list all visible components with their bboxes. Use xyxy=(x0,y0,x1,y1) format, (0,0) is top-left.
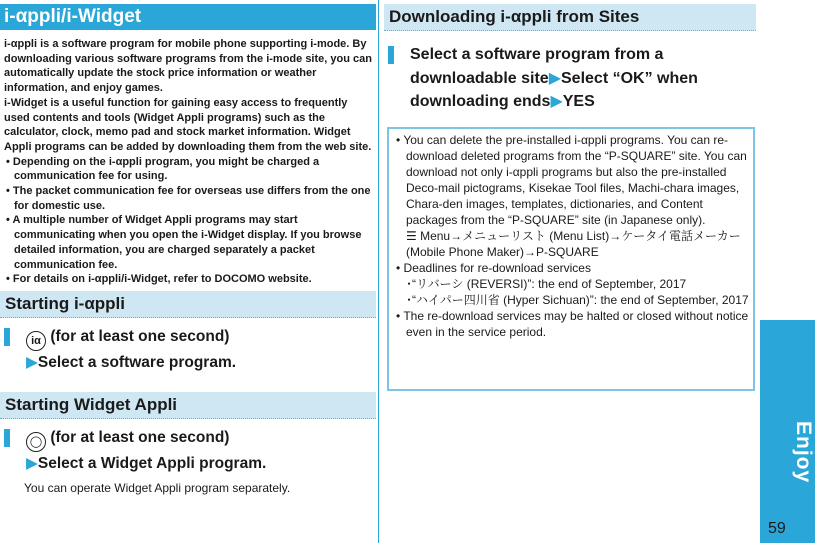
chapter-tab-label: Enjoy xyxy=(792,421,815,484)
page-number: 59 xyxy=(768,520,786,537)
intro-paragraph-appli: i-αppli is a software program for mobile phone supporting i-mode. By downloading various software programs from the i-mode site, you can automatically update the stock price information or weather information, and enjoy games. xyxy=(4,38,372,95)
right-column xyxy=(384,0,756,543)
step-line2: Select a Widget Appli program. xyxy=(37,454,267,472)
arrow-icon: ▶ xyxy=(548,69,561,87)
section-title: i-αppli/i-Widget xyxy=(0,4,376,30)
deadline-hyper-sichuan: ･“ハイパー四川省 (Hyper Sichuan)”: the end of September, 2017 xyxy=(406,293,749,307)
note-halted: • The re-download services may be halted or closed without notice even in the service period. xyxy=(396,309,749,339)
heading-starting-appli: Starting i-αppli xyxy=(0,291,376,318)
step-line1: (for at least one second) xyxy=(50,327,230,345)
deadline-reversi: ･“リバーシ (REVERSI)”: the end of September, 2017 xyxy=(406,277,687,291)
arrow-icon: ▶ xyxy=(26,454,38,472)
chapter-tab xyxy=(760,320,815,543)
arrow-icon: ▶ xyxy=(26,353,38,371)
step-downloading xyxy=(384,43,756,114)
widget-note: You can operate Widget Appli program separately. xyxy=(24,480,291,495)
bullet-details: • For details on i-αppli/i-Widget, refer to DOCOMO website. xyxy=(6,273,312,286)
step-starting-widget xyxy=(0,426,376,475)
note-redownload: • You can delete the pre-installed i-αppli programs. You can re-download deleted programs from the “P-SQUARE” site. You can download not only i-αppli programs but also the pre-installed Deco-mail pictograms, Kisekae Tool files, Machi-chara images, Chara-den images, templates, dictionaries, and Content packages from the “P-SQUARE” site (in Japanese only). xyxy=(396,133,747,227)
intro-paragraph-widget: i-Widget is a useful function for gaining easy access to frequently used contents and tools (Widget Appli programs) such as the calculator, clock, memo pad and stock market information. Widget Appli programs can be added by downloading them from the web site. xyxy=(4,96,372,153)
i-appli-key-icon: iα xyxy=(26,331,46,351)
step-part2: Select “OK” when downloading ends xyxy=(410,69,698,110)
center-key-icon: ◯ xyxy=(26,432,46,452)
intro-text xyxy=(4,37,376,287)
step-number-marker xyxy=(388,46,394,64)
left-column xyxy=(0,0,376,543)
step-line2: Select a software program. xyxy=(37,353,237,371)
step-part3: YES xyxy=(562,93,595,110)
notes-box xyxy=(387,127,755,391)
heading-downloading: Downloading i-αppli from Sites xyxy=(384,4,756,31)
arrow-icon: ▶ xyxy=(550,93,563,110)
column-divider xyxy=(378,0,379,543)
heading-starting-widget: Starting Widget Appli xyxy=(0,392,376,419)
bullet-overseas: • The packet communication fee for overseas use differs from the one for domestic use. xyxy=(6,185,371,212)
step-line1: (for at least one second) xyxy=(50,428,230,446)
note-deadlines: • Deadlines for re-download services xyxy=(396,261,591,275)
step-starting-appli xyxy=(0,325,376,374)
step-number-marker xyxy=(4,328,10,346)
menu-path: ☰ Menu→メニューリスト (Menu List)→ケータイ電話メーカー (Mobile Phone Maker)→P-SQUARE xyxy=(406,229,741,259)
bullet-widget-communication: • A multiple number of Widget Appli programs may start communicating when you open the i-Widget display. If you browse detailed information, you are charged separately a packet communication fee. xyxy=(6,214,362,271)
step-number-marker xyxy=(4,429,10,447)
bullet-charge: • Depending on the i-αppli program, you might be charged a communication fee for using. xyxy=(6,155,320,183)
step-part1: Select a software program from a downloadable site xyxy=(410,46,664,87)
